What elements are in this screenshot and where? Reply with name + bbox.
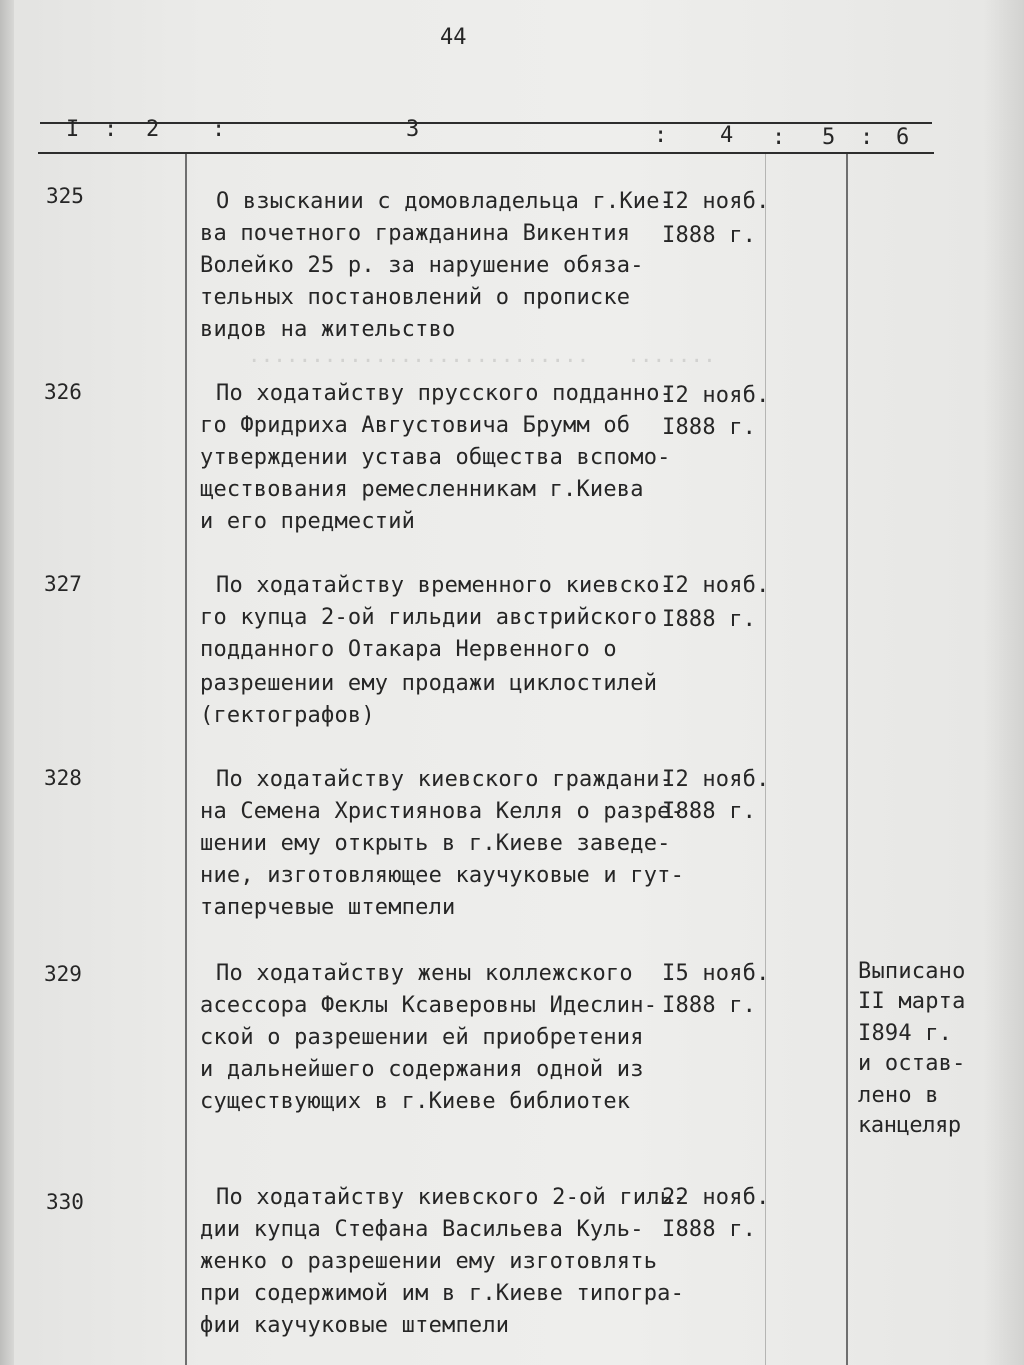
- entry-text-line: По ходатайству прусского подданно-: [216, 381, 674, 406]
- entry-text-line: таперчевые штемпели: [200, 895, 456, 920]
- entry-text-line: существующих в г.Киеве библиотек: [200, 1089, 631, 1114]
- entry-text-line: По ходатайству временного киевско-: [216, 573, 674, 598]
- entry-text-line: утверждении устава общества вспомо-: [200, 445, 671, 470]
- entry-text-line: фии каучуковые штемпели: [200, 1313, 510, 1338]
- note-line: лено в: [858, 1083, 939, 1108]
- entry-date-year: I888 г.: [662, 993, 757, 1018]
- entry-date-day: I2 нояб.: [662, 189, 770, 214]
- entry-date-day: I5 нояб.: [662, 961, 770, 986]
- entry-number: 329: [44, 962, 82, 986]
- entry-text-line: тельных постановлений о прописке: [200, 285, 631, 310]
- entry-number: 328: [44, 766, 82, 790]
- entry-text-line: го купца 2-ой гильдии австрийского: [200, 605, 658, 630]
- entry-date-year: I888 г.: [662, 799, 757, 824]
- entry-number: 326: [44, 380, 82, 404]
- entry-text-line: По ходатайству жены коллежского: [216, 961, 633, 986]
- entry-text-line: Волейко 25 р. за нарушение обяза-: [200, 253, 644, 278]
- page-left-edge: [0, 0, 14, 1365]
- entry-text-line: видов на жительство: [200, 317, 456, 342]
- entry-text-line: (гектографов): [200, 703, 375, 728]
- entry-text-line: ва почетного гражданина Викентия: [200, 221, 631, 246]
- entry-text-line: По ходатайству киевского граждани-: [216, 767, 674, 792]
- header-sep-2: :: [212, 117, 226, 142]
- column-rule-2: [846, 154, 848, 1365]
- header-col-2: 2: [146, 117, 160, 142]
- entry-text-line: и его предместий: [200, 509, 416, 534]
- header-col-6: 6: [896, 125, 910, 150]
- header-col-4: 4: [720, 123, 734, 148]
- entry-date-year: I888 г.: [662, 223, 757, 248]
- entry-date-day: 22 нояб.: [662, 1185, 770, 1210]
- entry-date-day: I2 нояб.: [662, 767, 770, 792]
- entry-number: 327: [44, 572, 82, 596]
- entry-text-line: подданного Отакара Нервенного о: [200, 637, 617, 662]
- entry-date-year: I888 г.: [662, 607, 757, 632]
- note-line: и остав-: [858, 1051, 966, 1076]
- page-number: 44: [440, 25, 467, 50]
- header-col-3: 3: [406, 117, 420, 142]
- entry-text-line: и дальнейшего содержания одной из: [200, 1057, 644, 1082]
- entry-text-line: ние, изготовляющее каучуковые и гут-: [200, 863, 685, 888]
- note-line: II марта: [858, 989, 966, 1014]
- column-rule-1: [185, 154, 187, 1365]
- entry-text-line: асессора Феклы Ксаверовны Идеслин-: [200, 993, 658, 1018]
- note-line: Выписано: [858, 959, 966, 984]
- entry-text-line: По ходатайству киевского 2-ой гиль-: [216, 1185, 687, 1210]
- note-line: I894 г.: [858, 1021, 953, 1046]
- header-sep-1: :: [104, 117, 118, 142]
- page-right-shadow: [984, 0, 1024, 1365]
- bleed-through-text: ........................... .......: [210, 343, 716, 367]
- header-sep-4: :: [772, 125, 786, 150]
- header-bottom-rule: [38, 152, 934, 154]
- header-col-1: I: [66, 117, 80, 142]
- entry-text-line: шении ему открыть в г.Киеве заведе-: [200, 831, 671, 856]
- entry-text-line: дии купца Стефана Васильева Куль-: [200, 1217, 644, 1242]
- header-top-rule: [40, 122, 932, 124]
- header-col-5: 5: [822, 125, 836, 150]
- entry-text-line: го Фридриха Августовича Брумм об: [200, 413, 631, 438]
- header-sep-3: :: [654, 123, 668, 148]
- entry-text-line: разрешении ему продажи циклостилей: [200, 671, 658, 696]
- entry-text-line: при содержимой им в г.Киеве типогра-: [200, 1281, 685, 1306]
- entry-date-day: I2 нояб.: [662, 573, 770, 598]
- entry-number: 325: [46, 184, 84, 208]
- entry-date-year: I888 г.: [662, 415, 757, 440]
- entry-text-line: О взыскании с домовладельца г.Кие-: [216, 189, 674, 214]
- entry-number: 330: [46, 1190, 84, 1214]
- entry-text-line: ской о разрешении ей приобретения: [200, 1025, 644, 1050]
- entry-date-year: I888 г.: [662, 1217, 757, 1242]
- entry-text-line: на Семена Християнова Келля о разре-: [200, 799, 685, 824]
- entry-date-day: I2 нояб.: [662, 383, 770, 408]
- entry-text-line: ществования ремесленникам г.Киева: [200, 477, 644, 502]
- entry-text-line: женко о разрешении ему изготовлять: [200, 1249, 658, 1274]
- note-line: канцеляр: [858, 1113, 961, 1138]
- header-sep-5: :: [860, 125, 874, 150]
